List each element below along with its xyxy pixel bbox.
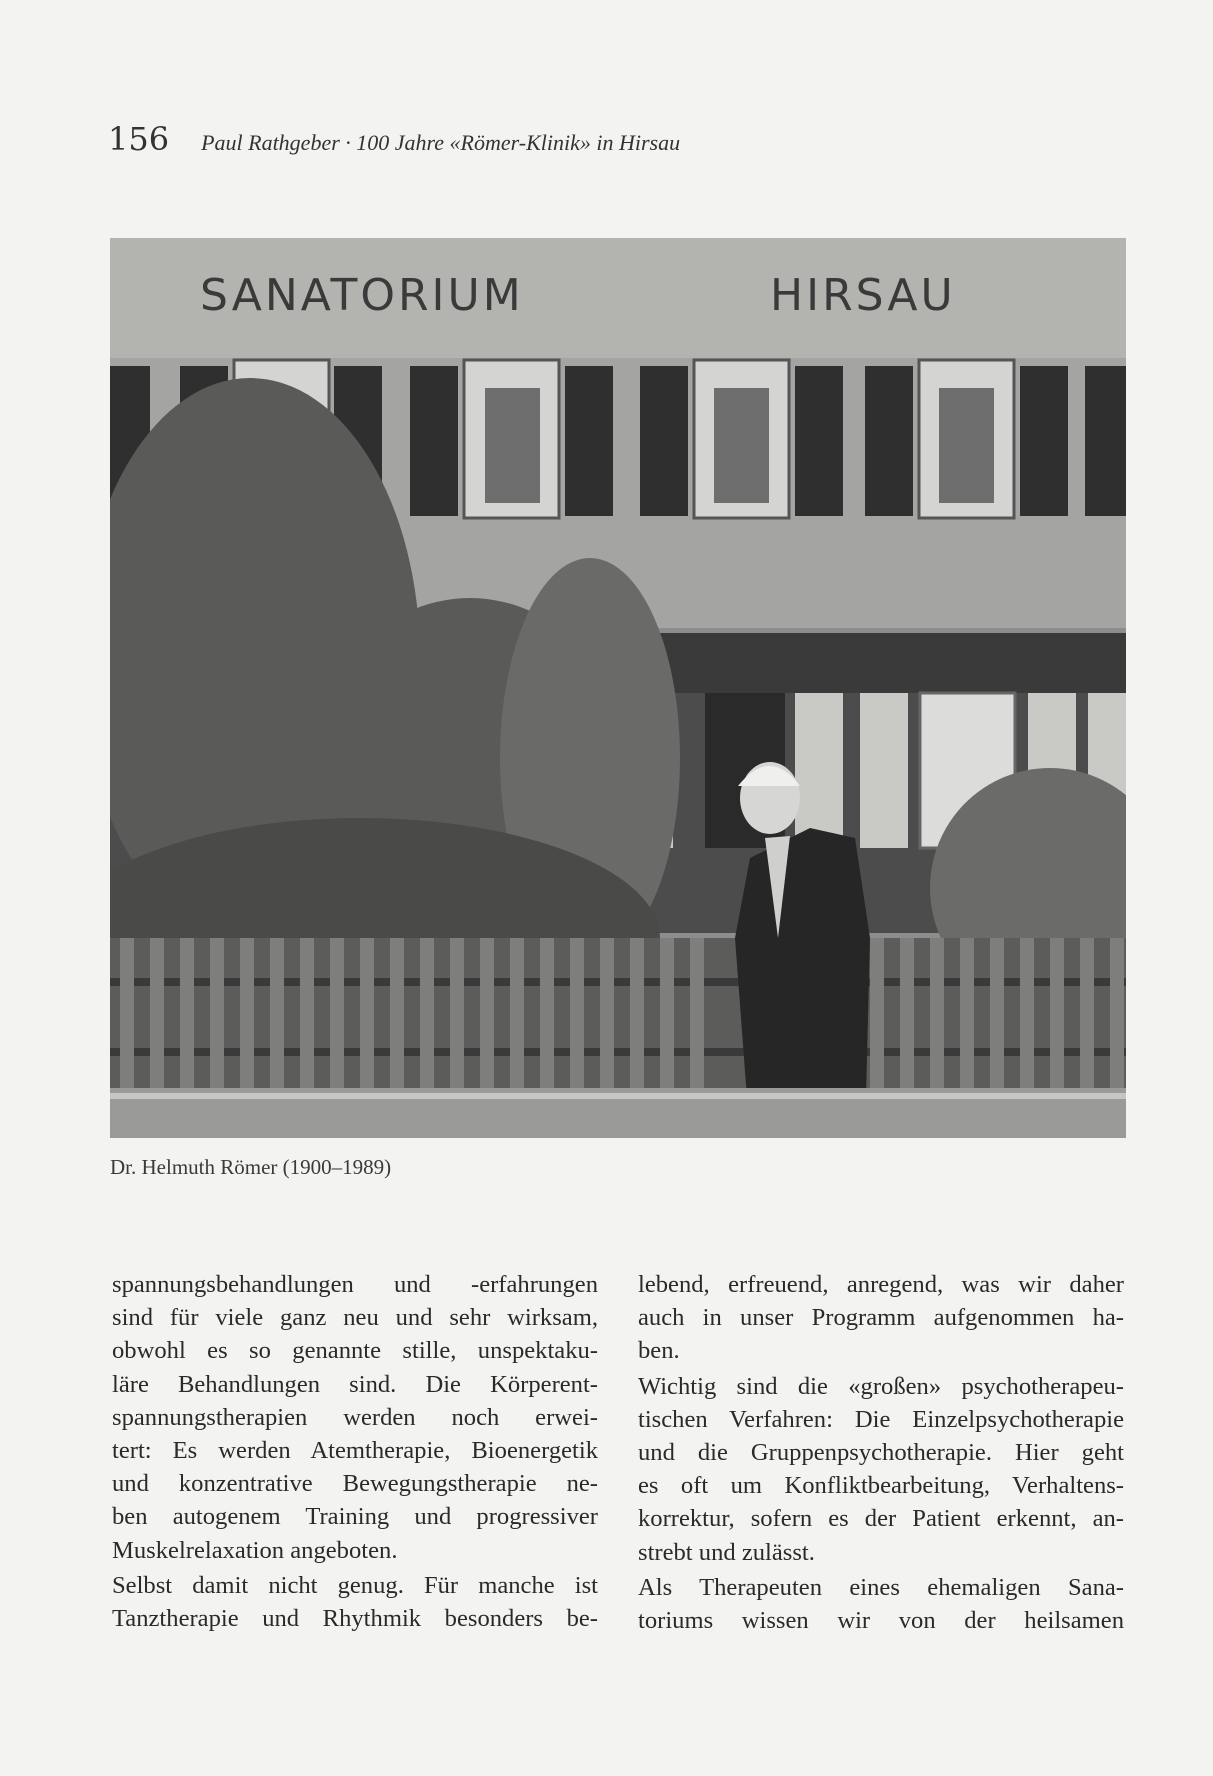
text-line: lebend, erfreuend, anregend, was wir daher bbox=[638, 1271, 1124, 1298]
photo-caption: Dr. Helmuth Römer (1900–1989) bbox=[110, 1155, 392, 1179]
sign-hirsau: HIRSAU bbox=[770, 270, 956, 321]
text-line: Als Therapeuten eines ehemaligen Sana- bbox=[638, 1573, 1124, 1601]
text-line: ben. bbox=[638, 1337, 680, 1365]
text-column-right bbox=[638, 1268, 1124, 1637]
text-line: ben autogenem Training und progressiver bbox=[112, 1503, 598, 1531]
text-line: obwohl es so genannte stille, unspektaku- bbox=[112, 1337, 598, 1365]
text-line: Tanztherapie und Rhythmik besonders be- bbox=[112, 1605, 598, 1633]
text-line: toriums wissen wir von der heilsamen bbox=[638, 1607, 1124, 1635]
text-line: Selbst damit nicht genug. Für manche ist bbox=[112, 1571, 598, 1599]
photo-illustration bbox=[110, 238, 1126, 1138]
text-line: und die Gruppenpsychotherapie. Hier geht bbox=[638, 1439, 1124, 1467]
text-line: Wichtig sind die «großen» psychotherapeu- bbox=[638, 1372, 1124, 1400]
running-title: Paul Rathgeber · 100 Jahre «Römer-Klinik» in Hirsau bbox=[201, 130, 681, 155]
text-line: tischen Verfahren: Die Einzelpsychotherapie bbox=[638, 1405, 1124, 1433]
page-number: 156 bbox=[108, 120, 170, 158]
text-column-left bbox=[112, 1268, 598, 1635]
photo-sanatorium bbox=[110, 238, 1126, 1138]
text-line: spannungsbehandlungen und -erfahrungen bbox=[112, 1271, 598, 1298]
running-header bbox=[108, 120, 680, 158]
text-line: Muskelrelaxation angeboten. bbox=[112, 1536, 398, 1564]
text-line: spannungstherapien werden noch erwei- bbox=[112, 1403, 598, 1431]
text-line: strebt und zulässt. bbox=[638, 1538, 815, 1566]
text-line: es oft um Konfliktbearbeitung, Verhaltens- bbox=[638, 1472, 1124, 1500]
text-line: sind für viele ganz neu und sehr wirksam, bbox=[112, 1304, 598, 1332]
text-line: läre Behandlungen sind. Die Körperent- bbox=[112, 1370, 598, 1398]
text-line: und konzentrative Bewegungstherapie ne- bbox=[112, 1470, 598, 1498]
sign-sanatorium: SANATORIUM bbox=[200, 270, 524, 321]
text-line: tert: Es werden Atemtherapie, Bioenergetik bbox=[112, 1437, 598, 1465]
text-line: auch in unser Programm aufgenommen ha- bbox=[638, 1304, 1124, 1332]
text-line: korrektur, sofern es der Patient erkennt, an- bbox=[638, 1505, 1124, 1533]
